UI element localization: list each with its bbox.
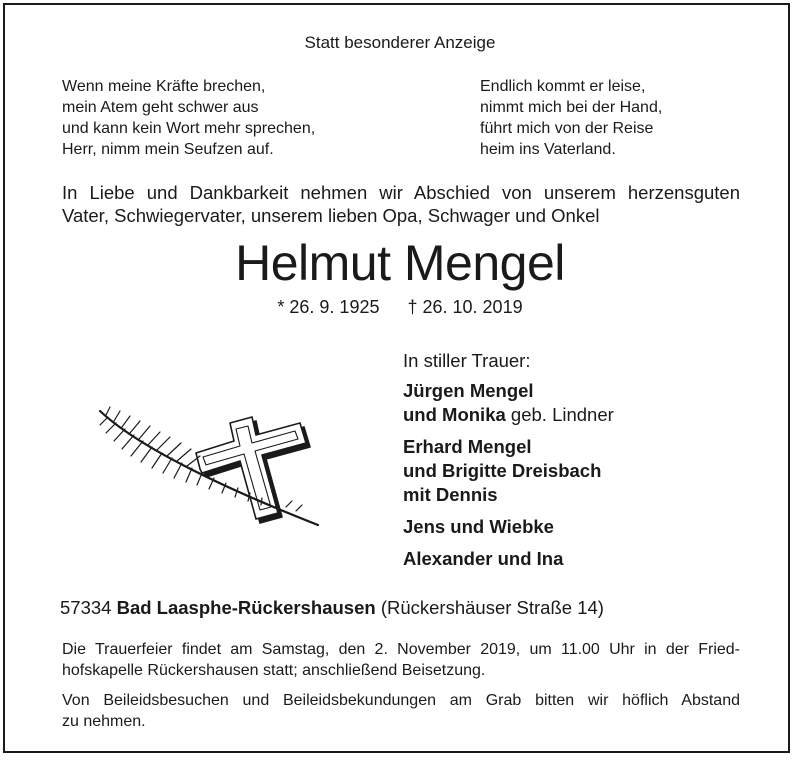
life-dates (0, 297, 800, 318)
mourners-block (403, 349, 614, 579)
mourner-line: Jens und Wiebke (403, 516, 554, 537)
deceased-name: Helmut Mengel (235, 235, 565, 291)
notice-header: Statt besonderer Anzeige (304, 33, 496, 52)
poem-left-line: mein Atem geht schwer aus (62, 99, 259, 116)
poem-left-line: Herr, nimm mein Seufzen auf. (62, 141, 274, 158)
mourner-group (403, 515, 614, 539)
mourner-line: mit Dennis (403, 484, 498, 505)
intro-line: Vater, Schwiegervater, unserem lieben Opa, Schwager und Onkel (62, 205, 600, 226)
mourner-line: Jürgen Mengel (403, 380, 534, 401)
mourner-group (403, 435, 614, 507)
poem-right-line: Endlich kommt er leise, (480, 78, 646, 95)
address-street: (Rückershäuser Straße 14) (375, 597, 604, 618)
mourner-line: Alexander und Ina (403, 548, 564, 569)
poem-right-line: nimmt mich bei der Hand, (480, 99, 663, 116)
cross-with-palm-frond-icon (96, 405, 326, 530)
condolence-line: zu nehmen. (62, 713, 146, 730)
condolence-note (62, 690, 740, 732)
poem-left-line: Wenn meine Kräfte brechen, (62, 78, 266, 95)
service-line: hofskapelle Rückershausen statt; anschließend Beisetzung. (62, 662, 486, 679)
condolence-line: Von Beileidsbesuchen und Beileidsbekundungen am Grab bitten wir höflich Abstand (62, 692, 740, 709)
mourners-label: In stiller Trauer: (403, 350, 531, 371)
poem-right-line: heim ins Vaterland. (480, 141, 616, 158)
maiden-name: geb. Lindner (505, 404, 614, 425)
mourner-group (403, 547, 614, 571)
mourner-line: Erhard Mengel (403, 436, 532, 457)
poem-left (62, 76, 315, 160)
mourner-group (403, 379, 614, 427)
death-date: † 26. 10. 2019 (407, 297, 523, 317)
mourner-name: und Monika (403, 404, 506, 425)
poem-left-line: und kann kein Wort mehr sprechen, (62, 120, 316, 137)
family-address (60, 597, 604, 619)
mourner-line: und Brigitte Dreisbach (403, 460, 602, 481)
address-zip: 57334 (60, 597, 117, 618)
service-line: Die Trauerfeier findet am Samstag, den 2. November 2019, um 11.00 Uhr in der Fried- (62, 641, 740, 658)
birth-date: * 26. 9. 1925 (277, 297, 380, 317)
address-town: Bad Laasphe-Rückershausen (116, 597, 376, 618)
poem-right-line: führt mich von der Reise (480, 120, 654, 137)
intro-text (62, 181, 740, 227)
intro-line: In Liebe und Dankbarkeit nehmen wir Abschied von unserem herzensguten (62, 182, 740, 203)
mourner-line (403, 403, 614, 427)
poem-right (480, 76, 662, 160)
funeral-service-info (62, 639, 740, 681)
